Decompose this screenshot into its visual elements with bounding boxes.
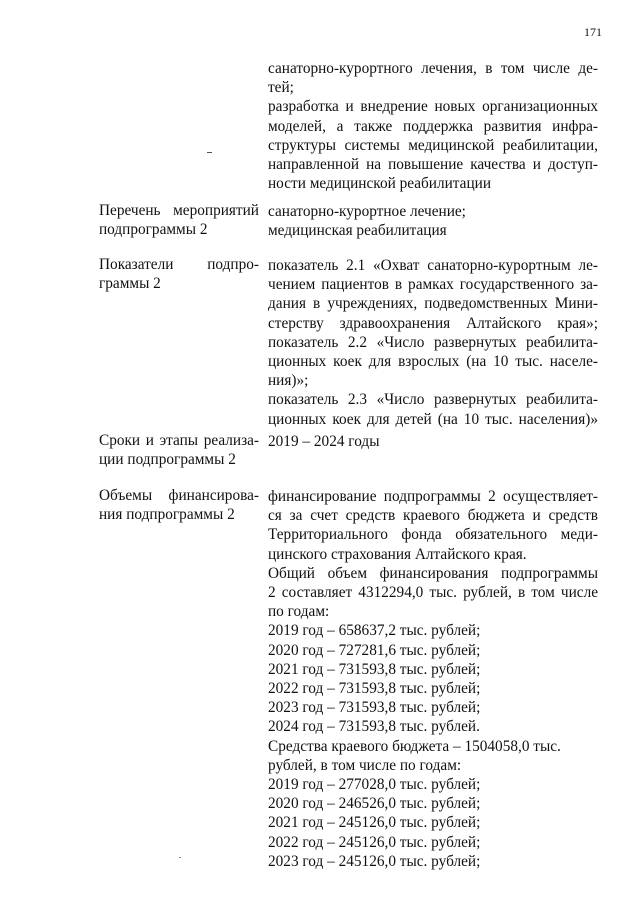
text-line: ся за счет средств краевого бюджета и средств bbox=[268, 507, 598, 525]
text-line: показатель 2.1 «Охват санаторно-курортным ле- bbox=[268, 257, 598, 274]
text-line: показатель 2.3 «Число развернутых реабилита- bbox=[268, 391, 598, 409]
text-line: цинского страхования Алтайского края. bbox=[268, 545, 527, 563]
text-line: чением пациентов в рамках государственного за- bbox=[268, 276, 598, 294]
text-line: 2022 год – 731593,8 тыс. рублей; bbox=[268, 680, 481, 698]
row-value-indicators bbox=[268, 256, 598, 429]
text-line: стерству здравоохранения Алтайского края»; bbox=[268, 314, 598, 332]
text-line: 2020 год – 246526,0 тыс. рублей; bbox=[268, 795, 481, 813]
row-label-terms bbox=[99, 432, 259, 470]
label-line: Объемы финансирова- bbox=[99, 487, 259, 504]
text-line: 2019 год – 658637,2 тыс. рублей; bbox=[268, 622, 481, 640]
text-line: разработка и внедрение новых организационных bbox=[268, 98, 598, 116]
text-line: 2019 год – 277028,0 тыс. рублей; bbox=[268, 776, 481, 794]
row-label-funding bbox=[99, 487, 259, 525]
label-line: Перечень мероприятий bbox=[99, 202, 259, 219]
text-line: 2024 год – 731593,8 тыс. рублей. bbox=[268, 718, 480, 736]
text-line: направленной на повышение качества и доступ- bbox=[268, 156, 598, 174]
text-line: Территориального фонда обязательного меди- bbox=[268, 526, 598, 544]
text-line: рублей, в том числе по годам: bbox=[268, 756, 462, 774]
text-line: медицинская реабилитация bbox=[268, 222, 447, 240]
label-line: подпрограммы 2 bbox=[99, 220, 208, 238]
text-line: тей; bbox=[268, 79, 294, 97]
text-line: 2021 год – 731593,8 тыс. рублей; bbox=[268, 660, 481, 678]
text-line: ционных коек для детей (на 10 тыс. населения)» bbox=[268, 410, 598, 428]
scan-mark bbox=[207, 152, 212, 153]
text-line: Средства краевого бюджета – 1504058,0 тыс. bbox=[268, 737, 561, 755]
text-line: 2019 – 2024 годы bbox=[268, 433, 380, 450]
text-line: 2020 год – 727281,6 тыс. рублей; bbox=[268, 641, 481, 659]
text-line: 2021 год – 245126,0 тыс. рублей; bbox=[268, 814, 481, 832]
text-line: дания в учреждениях, подведомственных Мини- bbox=[268, 295, 598, 313]
label-line: граммы 2 bbox=[99, 274, 161, 292]
text-line: 2022 год – 245126,0 тыс. рублей; bbox=[268, 833, 481, 851]
text-line: Общий объем финансирования подпрограммы bbox=[268, 564, 598, 582]
text-line: по годам: bbox=[268, 603, 330, 621]
text-line: ности медицинской реабилитации bbox=[268, 175, 492, 193]
text-line: моделей, а также поддержка развития инфра- bbox=[268, 117, 598, 135]
row-value-terms bbox=[268, 432, 598, 451]
row-label-indicators bbox=[99, 256, 259, 294]
text-line: структуры системы медицинской реабилитации, bbox=[268, 136, 598, 154]
scan-mark bbox=[179, 857, 181, 858]
row-value-funding bbox=[268, 487, 598, 871]
text-line: финансирование подпрограммы 2 осуществляет- bbox=[268, 488, 598, 505]
text-line: показатель 2.2 «Число развернутых реабилита- bbox=[268, 333, 598, 351]
text-line: 2023 год – 245126,0 тыс. рублей; bbox=[268, 852, 481, 870]
text-line: санаторно-курортного лечения, в том числе де- bbox=[268, 60, 598, 77]
label-line: ции подпрограммы 2 bbox=[99, 450, 236, 468]
row-label-measures bbox=[99, 202, 259, 240]
label-line: Показатели подпро- bbox=[99, 256, 259, 273]
label-line: Сроки и этапы реализа- bbox=[99, 432, 259, 449]
text-line: 2023 год – 731593,8 тыс. рублей; bbox=[268, 699, 481, 717]
row-value-measures bbox=[268, 202, 598, 240]
label-line: ния подпрограммы 2 bbox=[99, 505, 235, 523]
page-number: 171 bbox=[584, 25, 602, 39]
text-line: санаторно-курортное лечение; bbox=[268, 203, 466, 220]
continuation-text bbox=[268, 59, 598, 193]
text-line: ния)»; bbox=[268, 372, 309, 390]
text-line: 2 составляет 4312294,0 тыс. рублей, в том числе bbox=[268, 584, 598, 602]
text-line: ционных коек для взрослых (на 10 тыс. населе- bbox=[268, 353, 598, 371]
